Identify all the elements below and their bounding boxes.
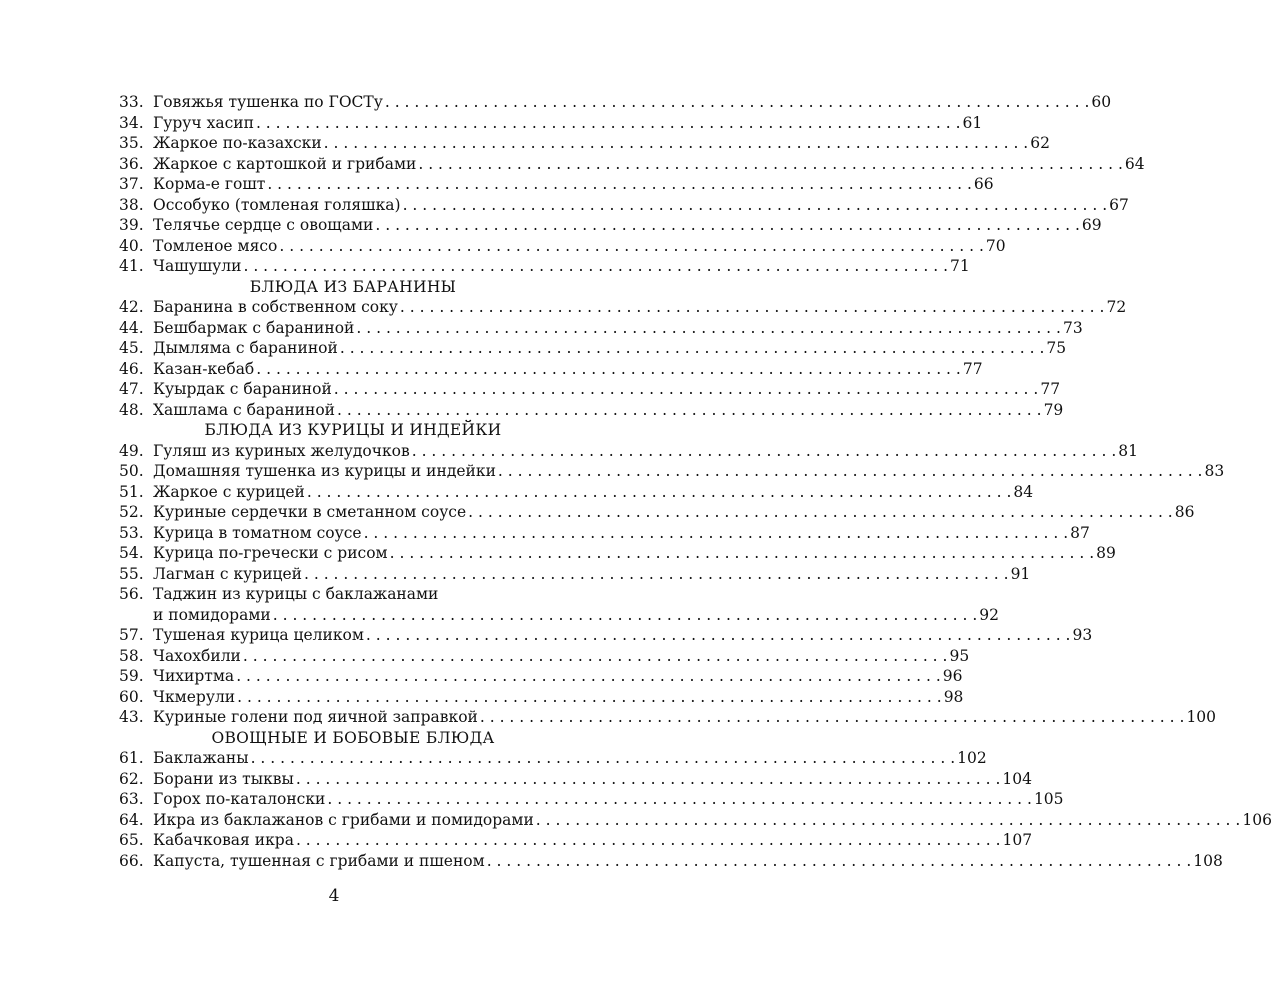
dot-leader [332,379,1041,400]
entry-title: Чашушули [153,257,242,275]
dot-leader [534,810,1243,831]
toc-entry[interactable] [119,359,983,380]
dot-leader [254,113,963,134]
entry-number: 52. [119,503,144,521]
entry-title: Гуляш из куриных желудочков [153,441,410,460]
entry-page: 106 [1242,810,1272,829]
toc-entry[interactable] [119,154,1145,175]
toc-entry[interactable] [119,646,970,667]
toc-entry[interactable] [119,256,970,277]
dot-leader [496,461,1205,482]
entry-page: 62 [1030,134,1050,152]
entry-page: 66 [973,175,994,193]
entry-number: 39. [119,216,144,234]
dot-leader [302,564,1011,585]
toc-entry[interactable] [119,789,1064,810]
entry-number: 49. [119,441,144,460]
entry-title: Дымляма с бараниной [153,339,338,357]
entry-number: 58. [119,646,144,665]
dot-leader [322,133,1031,154]
entry-title: Жаркое с курицей [153,482,305,501]
entry-title: Чкмерули [153,687,236,706]
entry-page: 92 [979,605,1000,624]
table-of-contents [119,92,1272,871]
entry-page: 79 [1043,400,1064,419]
entry-title: Курица в томатном соусе [153,523,362,542]
entry-page: 107 [1002,831,1033,849]
toc-entry[interactable] [119,502,1195,523]
entry-title: Домашняя тушенка из курицы и индейки [153,462,496,480]
entry-page: 96 [942,667,963,685]
section-heading: БЛЮДА ИЗ КУРИЦЫ И ИНДЕЙКИ [204,421,502,439]
entry-title: Гуруч хасип [153,113,254,132]
toc-entry[interactable] [119,297,1127,318]
entry-number: 34. [119,113,144,132]
entry-number: 61. [119,749,144,767]
entry-page: 81 [1118,441,1139,460]
entry-page: 69 [1081,216,1102,234]
entry-number: 59. [119,667,144,685]
entry-page: 83 [1204,462,1225,480]
entry-number: 56. [119,585,144,603]
entry-title: Говяжья тушенка по ГОСТу [153,93,383,111]
toc-entry[interactable] [119,482,1034,503]
toc-entry[interactable] [119,769,1033,790]
entry-number: 62. [119,769,144,788]
entry-title: Казан-кебаб [153,359,255,378]
entry-title: Кабачковая икра [153,831,294,849]
dot-leader [294,769,1003,790]
toc-entry[interactable] [119,461,1225,482]
entry-title: Таджин из курицы с баклажанами [153,585,439,603]
dot-leader [416,154,1125,175]
entry-page: 61 [962,113,983,132]
dot-leader [265,174,974,195]
entry-page: 84 [1013,482,1034,501]
entry-number: 47. [119,380,144,398]
toc-entry[interactable] [119,851,1223,872]
entry-page: 86 [1174,503,1195,521]
entry-page: 108 [1193,851,1223,870]
entry-number: 40. [119,236,144,255]
toc-entry[interactable] [119,810,1272,831]
entry-page: 73 [1062,318,1083,337]
dot-leader [254,359,963,380]
toc-entry[interactable] [119,379,1061,400]
dot-leader [485,851,1194,872]
entry-title: Куриные сердечки в сметанном соусе [153,503,467,521]
entry-number: 38. [119,195,144,214]
dot-leader [388,543,1097,564]
entry-number: 51. [119,482,144,501]
toc-entry[interactable] [119,215,1102,236]
dot-leader [354,318,1063,339]
entry-number: 65. [119,831,144,849]
entry-page: 72 [1106,298,1127,316]
entry-number: 48. [119,400,144,419]
dot-leader [364,625,1073,646]
toc-entry[interactable] [119,133,1050,154]
entry-number: 50. [119,462,144,480]
toc-entry[interactable] [119,625,1093,646]
dot-leader [401,195,1110,216]
entry-page: 89 [1096,544,1116,562]
entry-page: 102 [957,749,987,767]
entry-number: 46. [119,359,144,378]
entry-title: Томленое мясо [153,236,278,255]
entry-number: 57. [119,626,144,644]
dot-leader [362,523,1071,544]
entry-title: Баклажаны [153,749,249,767]
entry-number: 42. [119,298,144,316]
entry-page: 75 [1046,339,1067,357]
entry-page: 104 [1002,769,1033,788]
entry-title: Жаркое по-казахски [153,134,322,152]
entry-page: 70 [985,236,1006,255]
entry-title: Куырдак с бараниной [153,380,332,398]
entry-number: 55. [119,564,144,583]
toc-entry[interactable] [119,830,1033,851]
entry-title: Жаркое с картошкой и грибами [153,154,417,173]
entry-number: 44. [119,318,144,337]
entry-number: 41. [119,257,144,275]
toc-entry[interactable] [119,523,1090,544]
entry-number: 36. [119,154,144,173]
entry-title: Хашлама с бараниной [153,400,335,419]
entry-page: 95 [949,646,970,665]
dot-leader [241,256,950,277]
entry-page: 60 [1091,93,1112,111]
entry-number: 37. [119,175,144,193]
entry-number: 33. [119,93,144,111]
dot-leader [271,605,980,626]
dot-leader [410,441,1119,462]
entry-title: Тушеная курица целиком [153,626,364,644]
toc-entry[interactable] [119,174,994,195]
entry-title: Оссобуко (томленая голяшка) [153,195,401,214]
entry-page: 93 [1072,626,1093,644]
toc-entry[interactable] [119,564,1031,585]
toc-entry[interactable] [119,666,963,687]
toc-entry[interactable] [119,318,1083,339]
entry-number: 35. [119,134,144,152]
entry-title: Икра из баклажанов с грибами и помидорами [153,810,534,829]
entry-title-continued: и помидорами [153,605,271,624]
entry-title: Чахохбили [153,646,241,665]
toc-entry[interactable] [119,400,1064,421]
entry-page: 71 [950,257,970,275]
section-heading: БЛЮДА ИЗ БАРАНИНЫ [249,277,457,296]
entry-title: Куриные голени под яичной заправкой [153,708,478,726]
entry-title: Баранина в собственном соку [153,298,398,316]
dot-leader [338,338,1047,359]
dot-leader [398,297,1107,318]
entry-page: 100 [1186,708,1217,726]
toc-entry[interactable] [119,338,1067,359]
dot-leader [249,748,958,769]
toc-entry[interactable] [119,113,983,134]
entry-title: Корма-е гошт [153,175,266,193]
dot-leader [241,646,950,667]
toc-entry[interactable] [119,195,1129,216]
entry-title: Горох по-каталонски [153,790,326,808]
dot-leader [294,830,1003,851]
entry-title: Телячье сердце с овощами [153,216,374,234]
entry-number: 45. [119,339,144,357]
entry-number: 66. [119,851,144,870]
entry-page: 64 [1124,154,1145,173]
entry-page: 98 [943,687,964,706]
dot-leader [234,666,943,687]
page-number: 4 [328,886,340,906]
entry-page: 87 [1070,523,1090,542]
dot-leader [466,502,1175,523]
toc-entry[interactable] [119,584,587,605]
toc-entry[interactable] [119,92,1112,113]
toc-entry[interactable] [119,748,987,769]
entry-title: Чихиртма [153,667,235,685]
dot-leader [235,687,944,708]
dot-leader [305,482,1014,503]
entry-page: 77 [1040,380,1061,398]
entry-number: 53. [119,523,144,542]
entry-title: Курица по-гречески с рисом [153,544,388,562]
dot-leader [373,215,1082,236]
toc-entry[interactable] [119,236,1006,257]
dot-leader [383,92,1092,113]
dot-leader [325,789,1034,810]
entry-page: 67 [1109,195,1129,214]
entry-title: Бешбармак с бараниной [153,318,355,337]
toc-entry[interactable] [119,441,1139,462]
entry-number: 54. [119,544,144,562]
toc-entry-continuation[interactable] [119,605,1000,626]
entry-title: Лагман с курицей [153,564,302,583]
toc-entry[interactable] [119,707,1217,728]
entry-number: 64. [119,810,144,829]
dot-leader [335,400,1044,421]
entry-title: Борани из тыквы [153,769,294,788]
entry-number: 63. [119,790,144,808]
dot-leader [478,707,1187,728]
entry-number: 43. [119,708,144,726]
entry-title: Капуста, тушенная с грибами и пшеном [153,851,485,870]
section-heading: ОВОЩНЫЕ И БОБОВЫЕ БЛЮДА [211,728,495,747]
dot-leader [277,236,986,257]
entry-page: 77 [962,359,983,378]
toc-entry[interactable] [119,687,964,708]
entry-page: 91 [1010,564,1031,583]
toc-entry[interactable] [119,543,1116,564]
entry-page: 105 [1033,790,1064,808]
entry-number: 60. [119,687,144,706]
